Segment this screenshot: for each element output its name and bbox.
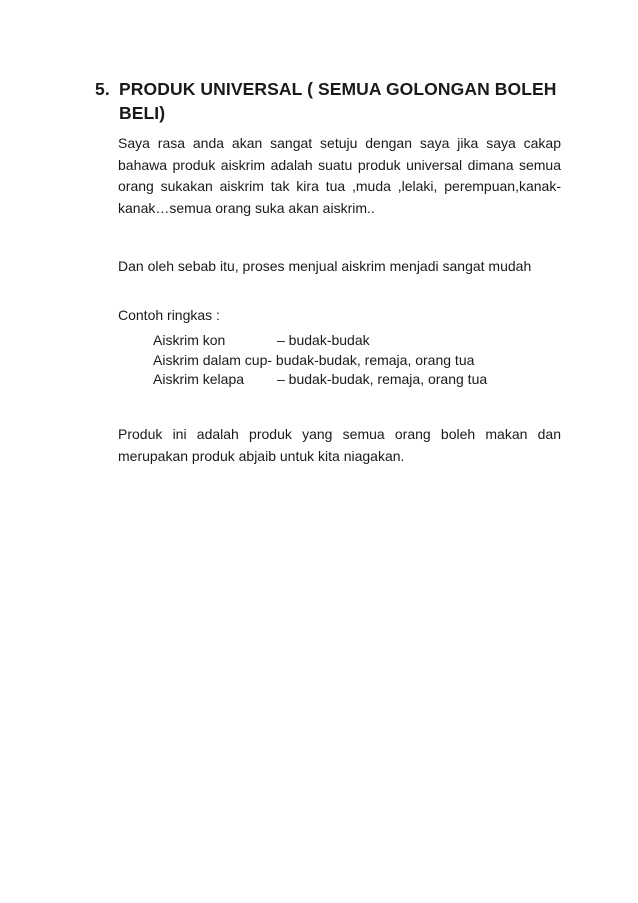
section-number: 5. (95, 79, 110, 99)
section-title-line1: PRODUK UNIVERSAL ( SEMUA GOLONGAN BOLEH (119, 79, 557, 99)
list-item (153, 370, 487, 390)
example-item-target: - budak-budak, remaja, orang tua (267, 351, 475, 368)
example-item-name: Aiskrim kelapa (153, 371, 245, 387)
example-list (153, 331, 487, 390)
example-item-name: Aiskrim dalam cup (153, 351, 268, 368)
example-item-target: – budak-budak (277, 332, 370, 348)
section-heading (95, 77, 565, 125)
intro-paragraph: Saya rasa anda akan sangat setuju dengan saya jika saya cakap bahawa produk aiskrim adalah suatu produk universal dimana semua orang sukakan aiskrim tak kira tua ,muda ,lelaki, perempuan,kanak-kanak…semua orang suka akan aiskrim.. (118, 135, 561, 216)
example-item-target: – budak-budak, remaja, orang tua (277, 371, 488, 387)
list-item (153, 351, 487, 371)
list-item (153, 331, 487, 351)
selling-paragraph: Dan oleh sebab itu, proses menjual aiskrim menjadi sangat mudah (118, 258, 532, 274)
closing-paragraph: Produk ini adalah produk yang semua orang boleh makan dan merupakan produk abjaib untuk kita niagakan. (118, 426, 561, 464)
example-item-name: Aiskrim kon (153, 332, 226, 348)
section-title-line2: BELI) (119, 103, 166, 123)
example-label: Contoh ringkas : (118, 307, 220, 323)
